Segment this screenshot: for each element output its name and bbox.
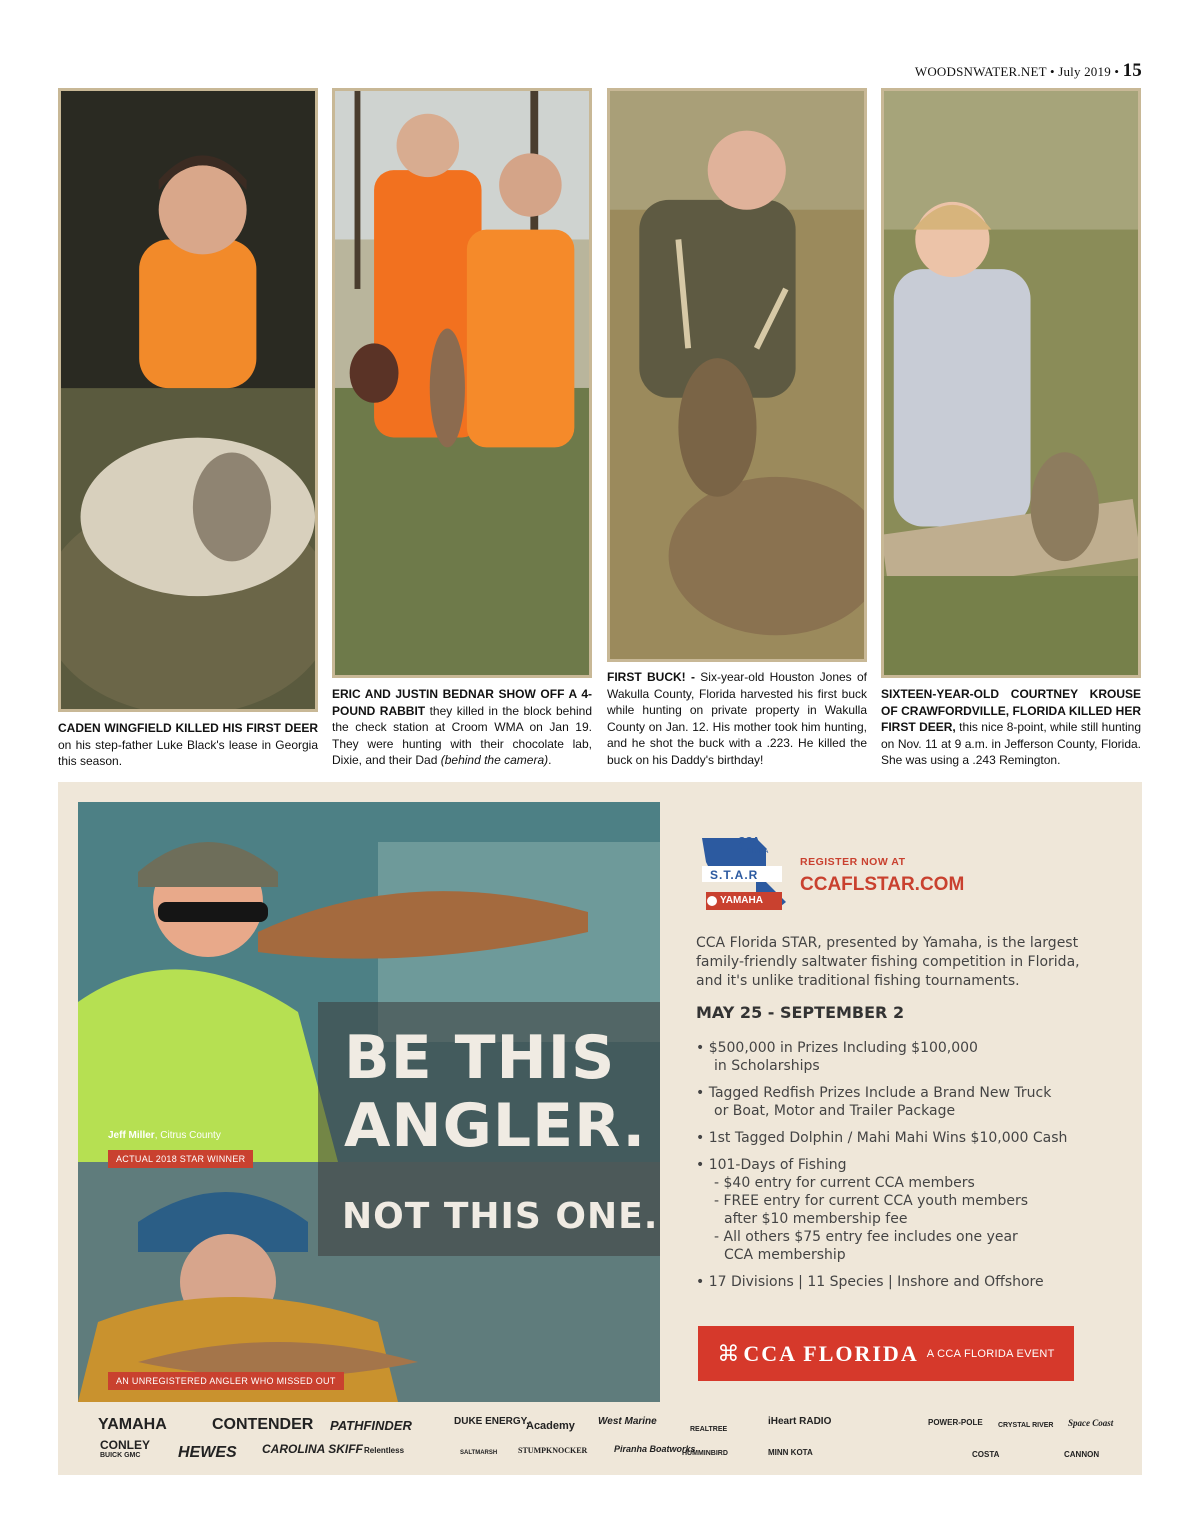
sponsor-piranha: Piranha Boatworks bbox=[614, 1444, 696, 1454]
banner-sub-text: A CCA FLORIDA EVENT bbox=[926, 1347, 1055, 1360]
bullet-subtext: or Boat, Motor and Trailer Package bbox=[714, 1103, 956, 1119]
logo-star-text: S.T.A.R bbox=[710, 868, 759, 882]
caption-bold: CADEN WINGFIELD KILLED HIS FIRST DEER bbox=[58, 721, 318, 735]
caption-bednar bbox=[332, 686, 592, 769]
headline-be-this-angler bbox=[344, 1024, 646, 1160]
bullet-text: • 101-Days of Fishing bbox=[696, 1157, 847, 1173]
winner-name-bold: Jeff Miller bbox=[108, 1130, 155, 1141]
issue-date: July 2019 bbox=[1058, 64, 1111, 79]
logo-cca-text: CCA bbox=[738, 836, 760, 847]
fish-icon: ⌘ bbox=[717, 1340, 740, 1366]
header-separator: • bbox=[1114, 64, 1120, 79]
sponsor-power-pole: POWER-POLE bbox=[928, 1418, 983, 1427]
bullet-subtext: - All others $75 entry fee includes one year bbox=[714, 1229, 1018, 1245]
caption-text: Six-year-old Houston Jones of Wakulla County, Florida harvested his first buck while hunting on private property in Wakulla County on Jan. 12. His mother took him hunting, and he shot the buck with a .223. He killed the buck on his Daddy's birthday! bbox=[607, 670, 867, 767]
sponsor-saltmarsh: SALTMARSH bbox=[460, 1450, 498, 1456]
bullet-subtext: CCA membership bbox=[724, 1247, 846, 1263]
photo-courtney-krouse bbox=[881, 88, 1141, 678]
sponsor-realtree: REALTREE bbox=[690, 1426, 728, 1433]
page-header bbox=[915, 60, 1142, 82]
headline-line-1: BE THIS bbox=[344, 1023, 616, 1093]
tournament-dates: MAY 25 - SEPTEMBER 2 bbox=[696, 1003, 905, 1022]
list-item bbox=[696, 1156, 1096, 1264]
prize-list bbox=[696, 1039, 1096, 1300]
winner-name bbox=[108, 1130, 221, 1141]
bullet-subtext: - FREE entry for current CCA youth members bbox=[714, 1193, 1029, 1209]
bullet-text: • 17 Divisions | 11 Species | Inshore and Offshore bbox=[696, 1274, 1044, 1290]
bullet-text: • $500,000 in Prizes Including $100,000 bbox=[696, 1040, 978, 1056]
bullet-subtext: in Scholarships bbox=[714, 1058, 820, 1074]
caption-text: on his step-father Luke Black's lease in Georgia this season. bbox=[58, 737, 318, 768]
sponsor-carolina-skiff: CAROLINA SKIFF bbox=[262, 1442, 363, 1456]
sponsor-cannon: CANNON bbox=[1064, 1450, 1100, 1459]
caption-bold: SIXTEEN-YEAR-OLD COURTNEY KROUSE OF CRAWFORDVILLE, FLORIDA KILLED HER FIRST DEER, bbox=[881, 687, 1141, 734]
header-separator: • bbox=[1049, 64, 1055, 79]
sponsor-hewes: HEWES bbox=[178, 1444, 237, 1461]
sponsor-duke-energy: DUKE ENERGY. bbox=[454, 1416, 530, 1427]
page-number: 15 bbox=[1122, 60, 1142, 81]
sponsor-conley: CONLEY bbox=[100, 1438, 151, 1452]
headline-not-this-one: NOT THIS ONE. bbox=[342, 1196, 659, 1237]
sponsor-pathfinder: PATHFINDER bbox=[330, 1418, 412, 1433]
sponsor-relentless: Relentless bbox=[364, 1446, 405, 1455]
bullet-subtext: - $40 entry for current CCA members bbox=[714, 1175, 975, 1191]
caption-text: this nice 8-point, while still hunting on Nov. 11 at 9 a.m. in Jefferson County, Florida. She was using a .243 Remington. bbox=[881, 720, 1142, 767]
list-item bbox=[696, 1273, 1096, 1291]
photo-caden-wingfield bbox=[58, 88, 318, 712]
logo-yamaha-text: YAMAHA bbox=[720, 895, 763, 906]
caption-text: they killed in the block behind the check station at Croom WMA on Jan 19. They were hunting with their chocolate lab, Dixie, and their Dad bbox=[332, 703, 593, 767]
list-item bbox=[696, 1084, 1096, 1120]
list-item bbox=[696, 1039, 1096, 1075]
sponsor-costa: COSTA bbox=[972, 1450, 1000, 1459]
headline-line-2: ANGLER. bbox=[344, 1091, 647, 1161]
sponsor-stumpknocker: STUMPKNOCKER bbox=[518, 1446, 588, 1455]
register-url[interactable]: CCAFLSTAR.COM bbox=[800, 874, 965, 895]
sponsor-contender: CONTENDER bbox=[212, 1416, 314, 1433]
sponsor-iheartradio: iHeart RADIO bbox=[768, 1416, 832, 1427]
caption-end: . bbox=[548, 753, 552, 767]
cca-florida-banner bbox=[698, 1326, 1074, 1381]
sponsor-west-marine: West Marine bbox=[598, 1416, 657, 1427]
site-name: WOODSNWATER.NET bbox=[914, 64, 1047, 79]
sponsor-crystal-river: CRYSTAL RIVER bbox=[998, 1422, 1054, 1429]
logo-florida-text: FLORIDA bbox=[738, 848, 769, 855]
loser-tag: AN UNREGISTERED ANGLER WHO MISSED OUT bbox=[108, 1372, 344, 1390]
bullet-text: • Tagged Redfish Prizes Include a Brand New Truck bbox=[696, 1085, 1052, 1101]
sponsor-logos bbox=[78, 1410, 1122, 1470]
sponsor-space-coast: Space Coast bbox=[1068, 1418, 1114, 1428]
banner-main-text: CCA FLORIDA bbox=[743, 1340, 919, 1366]
cca-star-logo bbox=[696, 832, 788, 919]
sponsor-humminbird: HUMMINBIRD bbox=[682, 1450, 728, 1457]
bullet-subtext: after $10 membership fee bbox=[724, 1211, 908, 1227]
list-item bbox=[696, 1129, 1096, 1147]
bullet-text: • 1st Tagged Dolphin / Mahi Mahi Wins $10,000 Cash bbox=[696, 1130, 1068, 1146]
sponsor-yamaha: YAMAHA bbox=[98, 1416, 167, 1433]
ad-intro-text: CCA Florida STAR, presented by Yamaha, is the largest family-friendly saltwater fishing competition in Florida, and it's unlike traditional fishing tournaments. bbox=[696, 935, 1080, 989]
register-label: REGISTER NOW AT bbox=[800, 856, 906, 868]
cca-star-advertisement bbox=[58, 782, 1142, 1475]
caption-courtney bbox=[881, 686, 1141, 769]
caption-italic: (behind the camera) bbox=[440, 753, 549, 767]
ad-photo-anglers bbox=[78, 802, 660, 1402]
caption-bold: ERIC AND JUSTIN BEDNAR SHOW OFF A 4-POUND RABBIT bbox=[332, 687, 592, 718]
sponsor-minn-kota: MINN KOTA bbox=[768, 1448, 813, 1457]
winner-tag: ACTUAL 2018 STAR WINNER bbox=[108, 1150, 253, 1168]
photo-houston-jones bbox=[607, 88, 867, 662]
photo-bednar-brothers bbox=[332, 88, 592, 678]
caption-bold: FIRST BUCK! - bbox=[607, 670, 695, 684]
caption-caden bbox=[58, 720, 318, 770]
winner-county: , Citrus County bbox=[154, 1130, 221, 1141]
caption-houston bbox=[607, 669, 867, 768]
sponsor-academy: Academy bbox=[526, 1420, 575, 1432]
sponsor-buick-gmc: BUICK GMC bbox=[100, 1452, 141, 1459]
